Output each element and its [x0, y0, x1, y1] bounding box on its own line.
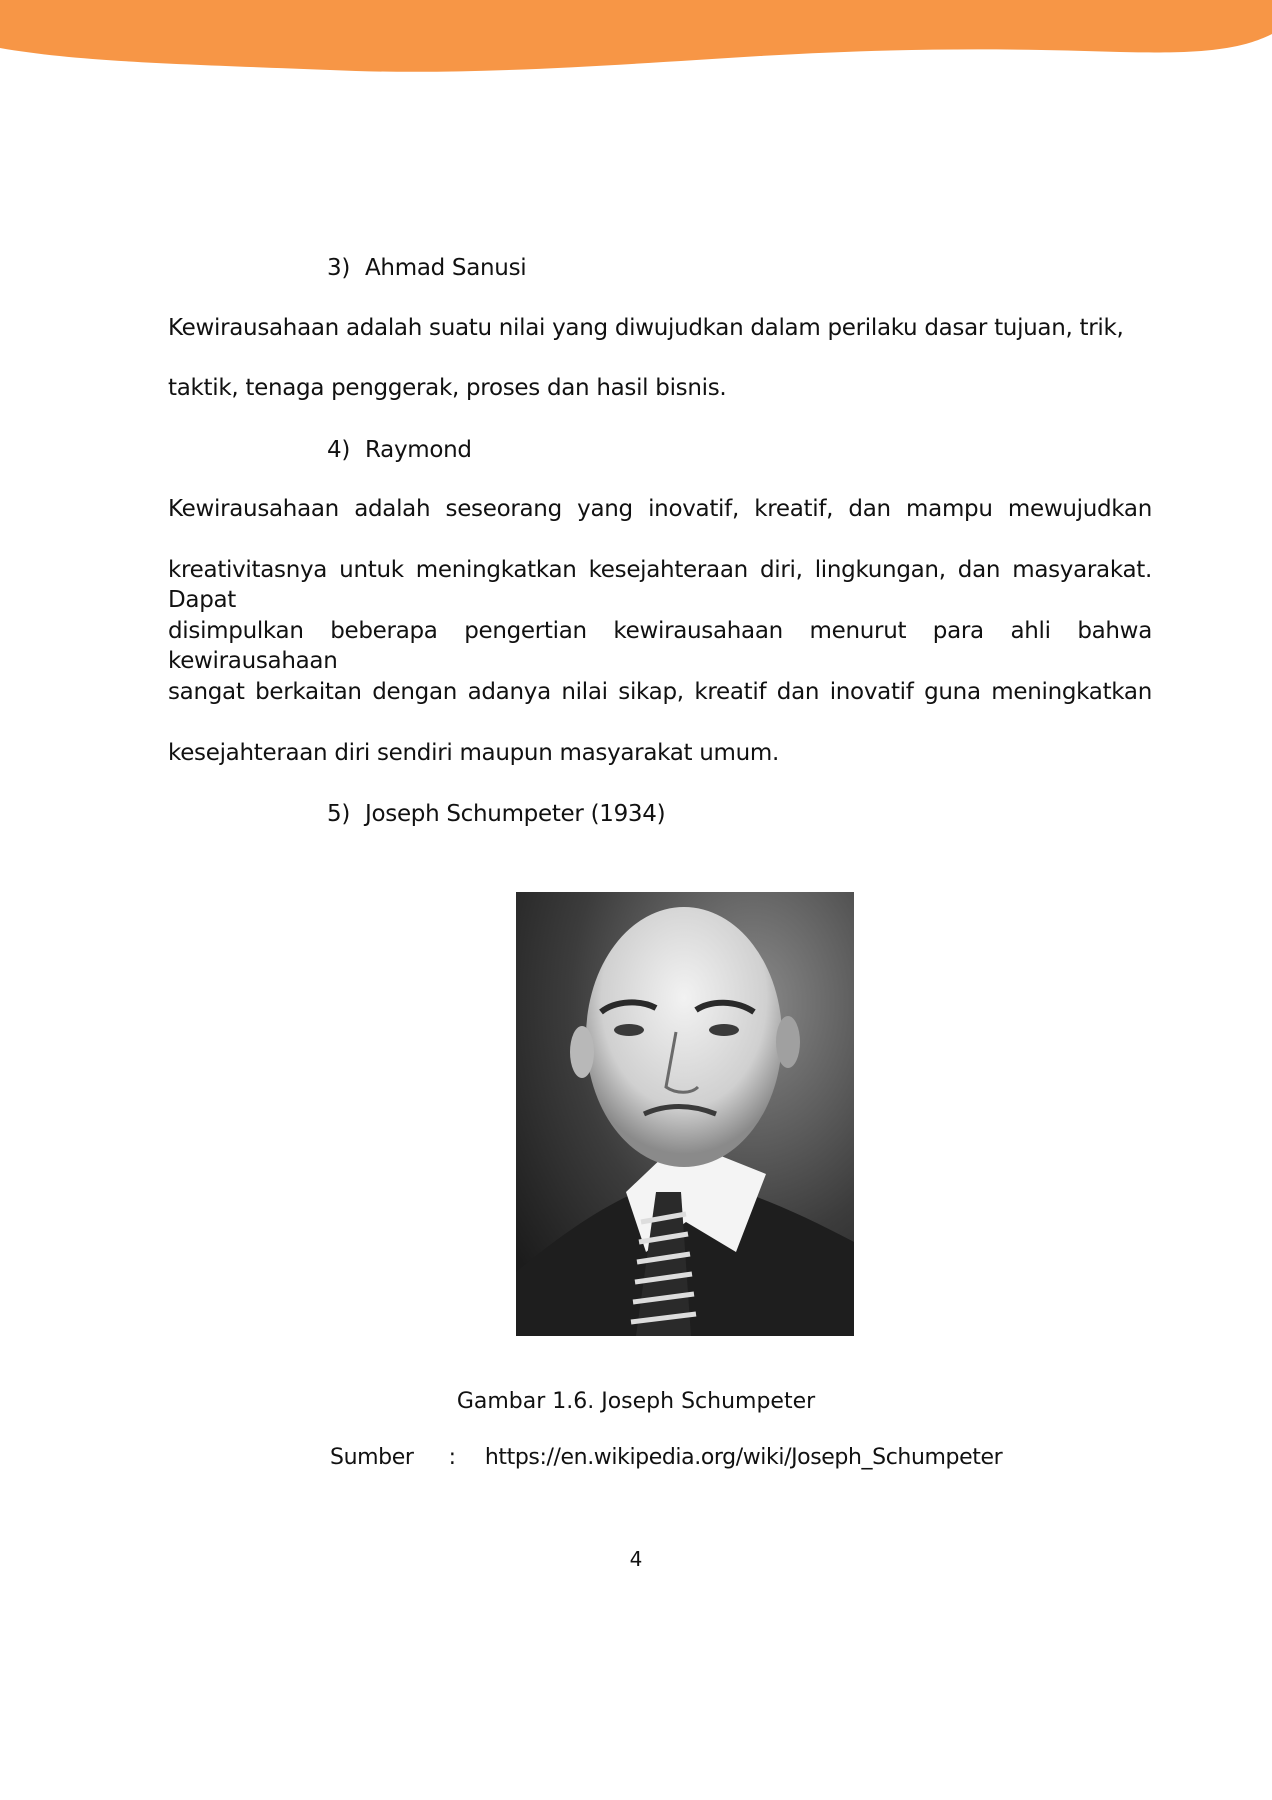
list-number: 5) [327, 801, 351, 827]
source-url-link[interactable]: https://en.wikipedia.org/wiki/Joseph_Schumpeter [484, 1445, 1003, 1470]
list-item-title: Raymond [365, 437, 472, 463]
list-item-raymond [327, 435, 472, 465]
list-item-joseph-schumpeter [327, 799, 665, 829]
figure-source [330, 1445, 1002, 1470]
list-number: 3) [327, 255, 351, 281]
list-item-title: Ahmad Sanusi [365, 255, 527, 281]
source-separator: : [448, 1445, 456, 1470]
list-item-ahmad-sanusi [327, 253, 526, 283]
paragraph-line: kesejahteraan diri sendiri maupun masyarakat umum. [168, 740, 780, 766]
figure-caption: Gambar 1.6. Joseph Schumpeter [456, 1389, 816, 1414]
portrait-illustration [516, 892, 854, 1336]
paragraph-line: kreativitasnya untuk meningkatkan kesejahteraan diri, lingkungan, dan masyarakat. Dapat [168, 557, 1152, 613]
list-number: 4) [327, 437, 351, 463]
portrait-photo [516, 892, 854, 1336]
source-label: Sumber [330, 1445, 414, 1470]
header-wave-decoration [0, 0, 1272, 80]
paragraph-line: disimpulkan beberapa pengertian kewirausahaan menurut para ahli bahwa kewirausahaan [168, 618, 1152, 674]
paragraph-line: Kewirausahaan adalah suatu nilai yang diwujudkan dalam perilaku dasar tujuan, trik, [168, 315, 1124, 341]
paragraph-line: sangat berkaitan dengan adanya nilai sikap, kreatif dan inovatif guna meningkatkan [168, 679, 1152, 705]
page-number: 4 [629, 1547, 643, 1571]
list-item-title: Joseph Schumpeter (1934) [365, 801, 666, 827]
paragraph-line: taktik, tenaga penggerak, proses dan hasil bisnis. [168, 375, 727, 401]
paragraph-line: Kewirausahaan adalah seseorang yang inovatif, kreatif, dan mampu mewujudkan [168, 496, 1152, 522]
